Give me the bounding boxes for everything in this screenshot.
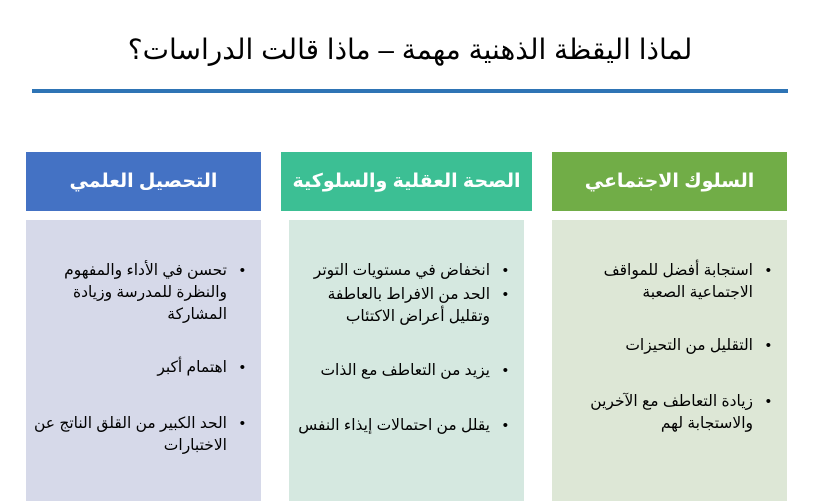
list-item: • تحسن في الأداء والمفهوم والنظرة للمدرسة وزيادة المشاركة bbox=[32, 260, 247, 326]
header-social-behavior-label: السلوك الاجتماعي bbox=[584, 171, 755, 192]
panel-academic-achievement bbox=[26, 220, 261, 501]
panel-social-behavior bbox=[552, 220, 787, 501]
list-item: • التقليل من التحيزات bbox=[558, 335, 773, 357]
panel-mental-health bbox=[289, 220, 524, 501]
list-item: • زيادة التعاطف مع الآخرين والاستجابة لهم bbox=[558, 391, 773, 435]
list-item: • الحد الكبير من القلق الناتج عن الاختبارات bbox=[32, 413, 247, 457]
list-academic-achievement bbox=[32, 260, 247, 457]
header-social-behavior bbox=[552, 152, 787, 211]
list-item: • اهتمام أكبر bbox=[32, 357, 247, 379]
header-mental-health-label: الصحة العقلية والسلوكية bbox=[292, 171, 521, 192]
list-social-behavior bbox=[558, 260, 773, 435]
page-title: لماذا اليقظة الذهنية مهمة – ماذا قالت الدراسات؟ bbox=[127, 34, 693, 65]
list-item: • يقلل من احتمالات إيذاء النفس bbox=[295, 415, 510, 437]
header-mental-health bbox=[281, 152, 532, 211]
list-item: • استجابة أفضل للمواقف الاجتماعية الصعبة bbox=[558, 260, 773, 304]
list-item: • يزيد من التعاطف مع الذات bbox=[295, 360, 510, 382]
list-mental-health bbox=[295, 260, 510, 437]
list-item: • انخفاض في مستويات التوتر bbox=[295, 260, 510, 282]
list-item: • الحد من الافراط بالعاطفة وتقليل أعراض الاكتئاب bbox=[295, 284, 510, 328]
header-academic-achievement bbox=[26, 152, 261, 211]
title-divider bbox=[32, 89, 788, 93]
header-academic-achievement-label: التحصيل العلمي bbox=[69, 171, 218, 192]
